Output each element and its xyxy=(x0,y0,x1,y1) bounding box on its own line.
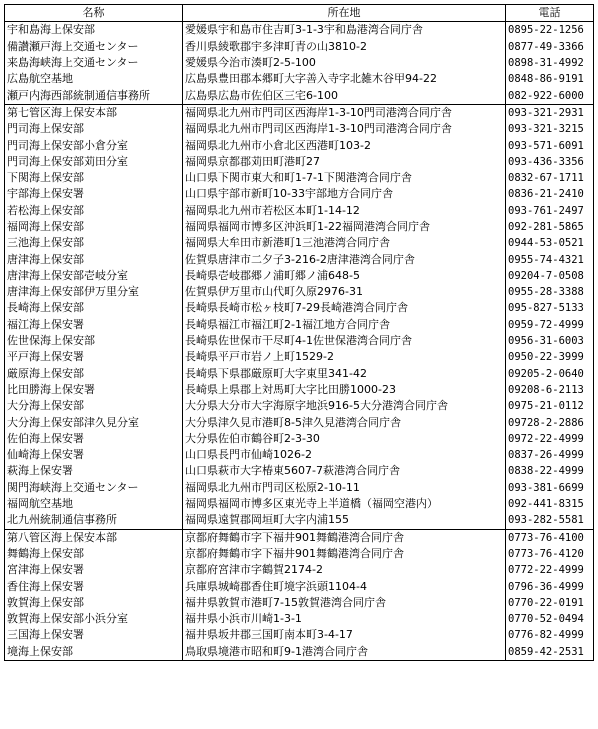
phone-cell: 0773-76-4120 xyxy=(506,546,594,562)
office-name-cell: 宇部海上保安署 xyxy=(5,186,183,202)
office-name-cell: 北九州統制通信事務所 xyxy=(5,512,183,529)
table-row xyxy=(5,170,594,186)
address-cell: 愛媛県今治市湊町2-5-100 xyxy=(183,55,506,71)
office-name-cell: 福岡海上保安部 xyxy=(5,219,183,235)
table-row xyxy=(5,317,594,333)
phone-cell: 093-571-6091 xyxy=(506,137,594,153)
phone-cell: 0944-53-0521 xyxy=(506,235,594,251)
table-row xyxy=(5,349,594,365)
office-name-cell: 門司海上保安部苅田分室 xyxy=(5,154,183,170)
coast-guard-directory-table xyxy=(4,4,594,661)
phone-cell: 093-381-6699 xyxy=(506,480,594,496)
address-cell: 京都府宮津市字鶴賀2174-2 xyxy=(183,562,506,578)
address-cell: 京都府舞鶴市字下福井901舞鶴港湾合同庁舎 xyxy=(183,546,506,562)
table-row xyxy=(5,39,594,55)
table-row xyxy=(5,235,594,251)
phone-cell: 0770-52-0494 xyxy=(506,611,594,627)
office-name-cell: 唐津海上保安部壱岐分室 xyxy=(5,268,183,284)
address-cell: 長崎県平戸市岩ノ上町1529-2 xyxy=(183,349,506,365)
address-cell: 福岡県京都郡苅田町港町27 xyxy=(183,154,506,170)
table-row xyxy=(5,268,594,284)
address-cell: 福岡県遠賀郡岡垣町大字内浦155 xyxy=(183,512,506,529)
address-cell: 山口県宇部市新町10-33宇部地方合同庁舎 xyxy=(183,186,506,202)
address-cell: 福井県坂井郡三国町南本町3-4-17 xyxy=(183,627,506,643)
table-row xyxy=(5,382,594,398)
office-name-cell: 佐伯海上保安署 xyxy=(5,431,183,447)
address-cell: 長崎県壱岐郡郷ノ浦町郷ノ浦648-5 xyxy=(183,268,506,284)
address-cell: 福岡県大牟田市新港町1三池港湾合同庁舎 xyxy=(183,235,506,251)
address-cell: 山口県長門市仙崎1026-2 xyxy=(183,447,506,463)
address-cell: 福岡県北九州市若松区本町1-14-12 xyxy=(183,203,506,219)
office-name-cell: 比田勝海上保安署 xyxy=(5,382,183,398)
address-cell: 福岡県北九州市門司区西海岸1-3-10門司港湾合同庁舎 xyxy=(183,121,506,137)
office-name-cell: 来島海峡海上交通センター xyxy=(5,55,183,71)
phone-cell: 09208-6-2113 xyxy=(506,382,594,398)
phone-cell: 095-827-5133 xyxy=(506,300,594,316)
address-cell: 広島県豊田郡本郷町大字善入寺字北雑木谷甲94-22 xyxy=(183,71,506,87)
phone-cell: 082-922-6000 xyxy=(506,87,594,104)
phone-cell: 0838-22-4999 xyxy=(506,463,594,479)
address-cell: 長崎県佐世保市干尽町4-1佐世保港湾合同庁舎 xyxy=(183,333,506,349)
table-row xyxy=(5,55,594,71)
table-row xyxy=(5,104,594,121)
table-row xyxy=(5,186,594,202)
office-name-cell: 三池海上保安部 xyxy=(5,235,183,251)
address-cell: 愛媛県宇和島市住吉町3-1-3宇和島港湾合同庁舎 xyxy=(183,22,506,39)
address-cell: 山口県萩市大字椿東5607-7萩港湾合同庁舎 xyxy=(183,463,506,479)
table-row xyxy=(5,447,594,463)
address-cell: 福井県小浜市川崎1-3-1 xyxy=(183,611,506,627)
phone-cell: 0859-42-2531 xyxy=(506,644,594,661)
phone-cell: 09204-7-0508 xyxy=(506,268,594,284)
table-row xyxy=(5,71,594,87)
table-row xyxy=(5,22,594,39)
table-row xyxy=(5,595,594,611)
directory-body xyxy=(5,22,594,661)
address-cell: 佐賀県唐津市二夕子3-216-2唐津港湾合同庁舎 xyxy=(183,251,506,267)
phone-cell: 0832-67-1711 xyxy=(506,170,594,186)
header-name: 名称 xyxy=(5,5,183,22)
office-name-cell: 関門海峡海上交通センター xyxy=(5,480,183,496)
address-cell: 山口県下関市東大和町1-7-1下関港湾合同庁舎 xyxy=(183,170,506,186)
table-row xyxy=(5,137,594,153)
office-name-cell: 福岡航空基地 xyxy=(5,496,183,512)
table-row xyxy=(5,480,594,496)
address-cell: 長崎県下県郡厳原町大字東里341-42 xyxy=(183,366,506,382)
table-row xyxy=(5,284,594,300)
office-name-cell: 宮津海上保安署 xyxy=(5,562,183,578)
office-name-cell: 宇和島海上保安部 xyxy=(5,22,183,39)
office-name-cell: 平戸海上保安署 xyxy=(5,349,183,365)
table-row xyxy=(5,627,594,643)
office-name-cell: 福江海上保安署 xyxy=(5,317,183,333)
table-row xyxy=(5,463,594,479)
phone-cell: 0975-21-0112 xyxy=(506,398,594,414)
table-row xyxy=(5,644,594,661)
directory-container xyxy=(4,4,594,661)
phone-cell: 093-321-2931 xyxy=(506,104,594,121)
table-row xyxy=(5,611,594,627)
phone-cell: 0972-22-4999 xyxy=(506,431,594,447)
address-cell: 京都府舞鶴市字下福井901舞鶴港湾合同庁舎 xyxy=(183,529,506,546)
address-cell: 大分県佐伯市鶴谷町2-3-30 xyxy=(183,431,506,447)
phone-cell: 0770-22-0191 xyxy=(506,595,594,611)
address-cell: 福岡県福岡市博多区東光寺上半道橋（福岡空港内） xyxy=(183,496,506,512)
phone-cell: 0955-74-4321 xyxy=(506,251,594,267)
address-cell: 長崎県福江市福江町2-1福江地方合同庁舎 xyxy=(183,317,506,333)
office-name-cell: 境海上保安部 xyxy=(5,644,183,661)
office-name-cell: 敦賀海上保安部 xyxy=(5,595,183,611)
address-cell: 大分県津久見市港町8-5津久見港湾合同庁舎 xyxy=(183,414,506,430)
address-cell: 佐賀県伊万里市山代町久原2976-31 xyxy=(183,284,506,300)
phone-cell: 0836-21-2410 xyxy=(506,186,594,202)
table-row xyxy=(5,251,594,267)
office-name-cell: 佐世保海上保安部 xyxy=(5,333,183,349)
phone-cell: 0956-31-6003 xyxy=(506,333,594,349)
phone-cell: 0776-82-4999 xyxy=(506,627,594,643)
address-cell: 広島県広島市佐伯区三宅6-100 xyxy=(183,87,506,104)
phone-cell: 0848-86-9191 xyxy=(506,71,594,87)
office-name-cell: 若松海上保安部 xyxy=(5,203,183,219)
table-row xyxy=(5,398,594,414)
table-row xyxy=(5,203,594,219)
table-row xyxy=(5,87,594,104)
office-name-cell: 第七管区海上保安本部 xyxy=(5,104,183,121)
table-row xyxy=(5,414,594,430)
address-cell: 鳥取県境港市昭和町9-1港湾合同庁舎 xyxy=(183,644,506,661)
phone-cell: 092-441-8315 xyxy=(506,496,594,512)
phone-cell: 0796-36-4999 xyxy=(506,578,594,594)
office-name-cell: 舞鶴海上保安部 xyxy=(5,546,183,562)
address-cell: 福岡県北九州市門司区西海岸1-3-10門司港湾合同庁舎 xyxy=(183,104,506,121)
address-cell: 兵庫県城崎郡香住町境字浜頭1104-4 xyxy=(183,578,506,594)
phone-cell: 093-436-3356 xyxy=(506,154,594,170)
address-cell: 大分県大分市大字海原字地浜916-5大分港湾合同庁舎 xyxy=(183,398,506,414)
office-name-cell: 三国海上保安署 xyxy=(5,627,183,643)
phone-cell: 0955-28-3388 xyxy=(506,284,594,300)
address-cell: 福井県敦賀市港町7-15敦賀港湾合同庁舎 xyxy=(183,595,506,611)
office-name-cell: 萩海上保安署 xyxy=(5,463,183,479)
office-name-cell: 厳原海上保安部 xyxy=(5,366,183,382)
table-row xyxy=(5,366,594,382)
phone-cell: 0877-49-3366 xyxy=(506,39,594,55)
office-name-cell: 門司海上保安部 xyxy=(5,121,183,137)
table-row xyxy=(5,300,594,316)
office-name-cell: 下関海上保安部 xyxy=(5,170,183,186)
phone-cell: 093-282-5581 xyxy=(506,512,594,529)
office-name-cell: 瀬戸内海西部統制通信事務所 xyxy=(5,87,183,104)
address-cell: 香川県綾歌郡宇多津町青の山3810-2 xyxy=(183,39,506,55)
table-row xyxy=(5,512,594,529)
office-name-cell: 門司海上保安部小倉分室 xyxy=(5,137,183,153)
office-name-cell: 大分海上保安部津久見分室 xyxy=(5,414,183,430)
office-name-cell: 唐津海上保安部伊万里分室 xyxy=(5,284,183,300)
office-name-cell: 仙崎海上保安署 xyxy=(5,447,183,463)
address-cell: 福岡県福岡市博多区沖浜町1-22福岡港湾合同庁舎 xyxy=(183,219,506,235)
office-name-cell: 長崎海上保安部 xyxy=(5,300,183,316)
address-cell: 長崎県長崎市松ヶ枝町7-29長崎港湾合同庁舎 xyxy=(183,300,506,316)
table-row xyxy=(5,562,594,578)
phone-cell: 0950-22-3999 xyxy=(506,349,594,365)
address-cell: 福岡県北九州市小倉北区西港町103-2 xyxy=(183,137,506,153)
table-row xyxy=(5,333,594,349)
table-row xyxy=(5,529,594,546)
table-row xyxy=(5,546,594,562)
table-row xyxy=(5,496,594,512)
address-cell: 長崎県上県郡上対馬町大字比田勝1000-23 xyxy=(183,382,506,398)
phone-cell: 0772-22-4999 xyxy=(506,562,594,578)
office-name-cell: 唐津海上保安部 xyxy=(5,251,183,267)
phone-cell: 09205-2-0640 xyxy=(506,366,594,382)
phone-cell: 093-321-3215 xyxy=(506,121,594,137)
office-name-cell: 広島航空基地 xyxy=(5,71,183,87)
phone-cell: 093-761-2497 xyxy=(506,203,594,219)
office-name-cell: 備讃瀬戸海上交通センター xyxy=(5,39,183,55)
office-name-cell: 大分海上保安部 xyxy=(5,398,183,414)
phone-cell: 092-281-5865 xyxy=(506,219,594,235)
table-row xyxy=(5,431,594,447)
phone-cell: 0895-22-1256 xyxy=(506,22,594,39)
phone-cell: 0898-31-4992 xyxy=(506,55,594,71)
office-name-cell: 第八管区海上保安本部 xyxy=(5,529,183,546)
header-row xyxy=(5,5,594,22)
office-name-cell: 香住海上保安署 xyxy=(5,578,183,594)
phone-cell: 0959-72-4999 xyxy=(506,317,594,333)
office-name-cell: 敦賀海上保安部小浜分室 xyxy=(5,611,183,627)
table-row xyxy=(5,219,594,235)
table-row xyxy=(5,578,594,594)
phone-cell: 09728-2-2886 xyxy=(506,414,594,430)
phone-cell: 0773-76-4100 xyxy=(506,529,594,546)
table-row xyxy=(5,154,594,170)
header-phone: 電話 xyxy=(506,5,594,22)
phone-cell: 0837-26-4999 xyxy=(506,447,594,463)
table-row xyxy=(5,121,594,137)
address-cell: 福岡県北九州市門司区松原2-10-11 xyxy=(183,480,506,496)
header-address: 所在地 xyxy=(183,5,506,22)
